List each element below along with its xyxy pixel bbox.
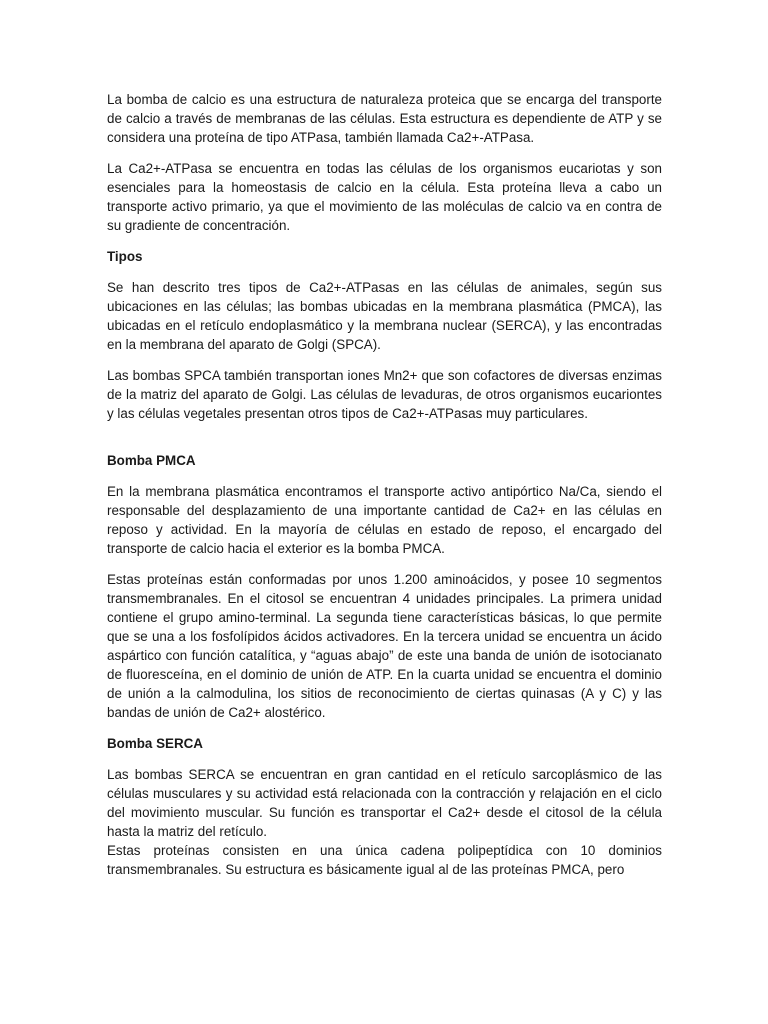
document-page [107,90,662,879]
paragraph-intro: La bomba de calcio es una estructura de naturaleza proteica que se encarga del transporte de calcio a través de membranas de las células. Esta estructura es dependiente de ATP y se considera una proteína de tipo ATPasa, también llamada Ca2+-ATPasa. [107,92,662,145]
paragraph-spca: Las bombas SPCA también transportan iones Mn2+ que son cofactores de diversas enzimas de la matriz del aparato de Golgi. Las células de levaduras, de otros organismos eucariontes y las células vegetales presentan otros tipos de Ca2+-ATPasas muy particulares. [107,368,662,421]
paragraph-pmca-intro: En la membrana plasmática encontramos el transporte activo antipórtico Na/Ca, siendo el responsable del desplazamiento de una importante cantidad de Ca2+ en las células en reposo y actividad. En la mayoría de células en estado de reposo, el encargado del transporte de calcio hacia el exterior es la bomba PMCA. [107,484,662,556]
paragraph-serca-intro: Las bombas SERCA se encuentran en gran cantidad en el retículo sarcoplásmico de las células musculares y su actividad está relacionada con la contracción y relajación en el ciclo del movimiento muscular. Su función es transportar el Ca2+ desde el citosol de la célula hasta la matriz del retículo. [107,767,662,839]
heading-serca: Bomba SERCA [107,736,203,751]
spacer [107,435,662,451]
paragraph-tipos: Se han descrito tres tipos de Ca2+-ATPasas en las células de animales, según sus ubicaciones en las células; las bombas ubicadas en la membrana plasmática (PMCA), las ubicadas en el retículo endoplasmático y la membrana nuclear (SERCA), y las encontradas en la membrana del aparato de Golgi (SPCA). [107,280,662,352]
heading-pmca: Bomba PMCA [107,453,196,468]
paragraph-serca-structure: Estas proteínas consisten en una única cadena polipeptídica con 10 dominios transmembranales. Su estructura es básicamente igual al de las proteínas PMCA, pero [107,843,662,877]
paragraph-pmca-structure: Estas proteínas están conformadas por unos 1.200 aminoácidos, y posee 10 segmentos transmembranales. En el citosol se encuentran 4 unidades principales. La primera unidad contiene el grupo amino-terminal. La segunda tiene características básicas, lo que permite que se una a los fosfolípidos ácidos activadores. En la tercera unidad se encuentra un ácido aspártico con función catalítica, y “aguas abajo” de este una banda de unión de isotocianato de fluoresceína, en el dominio de unión de ATP. En la cuarta unidad se encuentra el dominio de unión a la calmodulina, los sitios de reconocimiento de ciertas quinasas (A y C) y las bandas de unión de Ca2+ alostérico. [107,572,662,720]
heading-tipos: Tipos [107,249,143,264]
paragraph-atpasa: La Ca2+-ATPasa se encuentra en todas las células de los organismos eucariotas y son esenciales para la homeostasis de calcio en la célula. Esta proteína lleva a cabo un transporte activo primario, ya que el movimiento de las moléculas de calcio va en contra de su gradiente de concentración. [107,161,662,233]
